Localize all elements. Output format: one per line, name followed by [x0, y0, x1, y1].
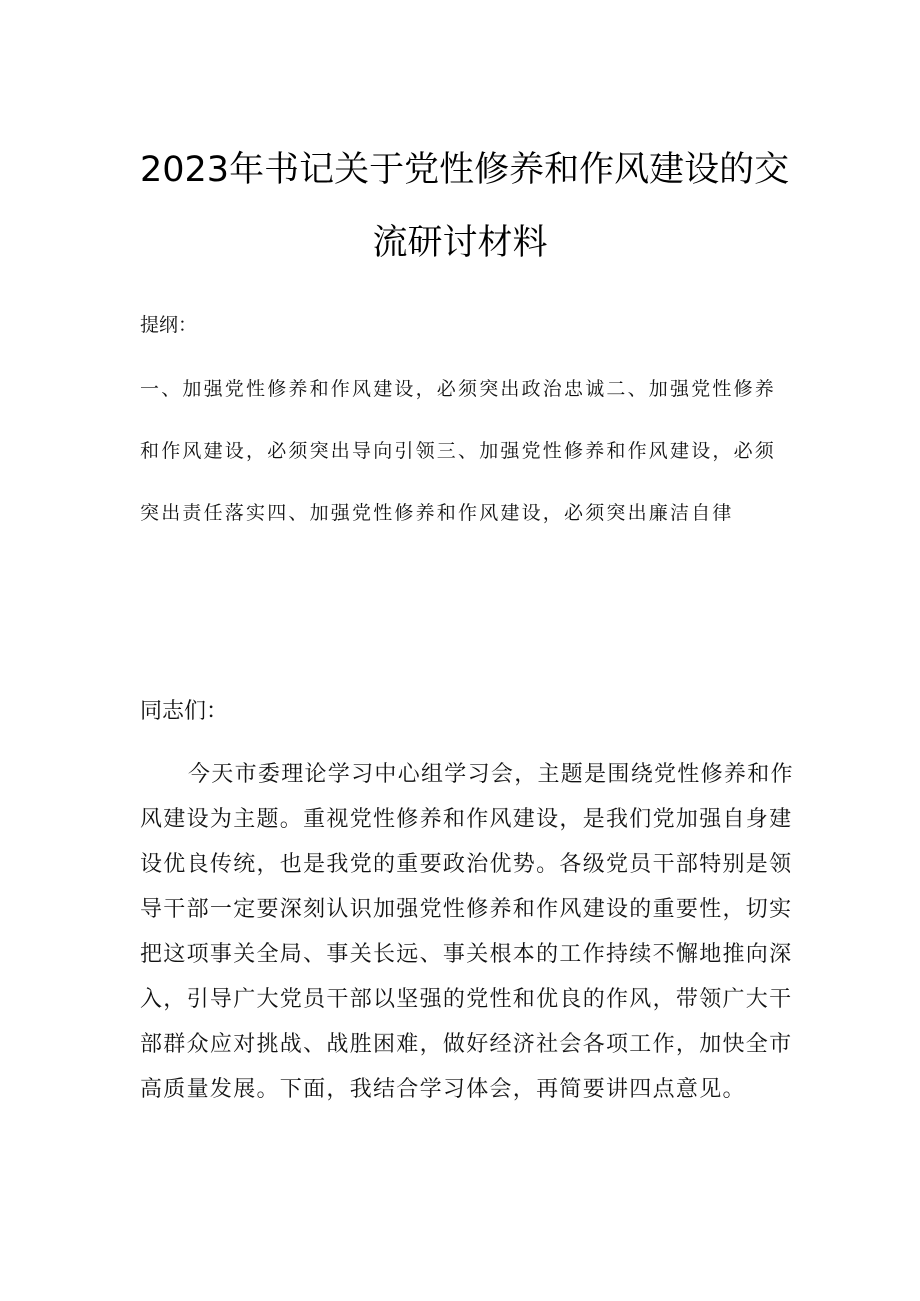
- paragraph-line: 把这项事关全局、事关长远、事关根本的工作持续不懈地推向深: [140, 942, 793, 967]
- paragraph-line: 设优良传统，也是我党的重要政治优势。各级党员干部特别是领: [140, 852, 793, 877]
- paragraph-line: 部群众应对挑战、战胜困难，做好经济社会各项工作，加快全市: [140, 1032, 793, 1057]
- outline-line: 一、加强党性修养和作风建设，必须突出政治忠诚二、加强党性修养: [140, 378, 777, 400]
- paragraph-line: 高质量发展。下面，我结合学习体会，再简要讲四点意见。: [140, 1077, 746, 1102]
- greeting: 同志们：: [140, 699, 229, 724]
- paragraph-line: 入，引导广大党员干部以坚强的党性和优良的作风，带领广大干: [140, 987, 793, 1012]
- outline-line: 突出责任落实四、加强党性修养和作风建设，必须突出廉洁自律: [140, 502, 734, 524]
- paragraph-line: 风建设为主题。重视党性修养和作风建设，是我们党加强自身建: [140, 807, 793, 832]
- outline-label: 提纲：: [140, 314, 198, 336]
- paragraph-line: 今天市委理论学习中心组学习会，主题是围绕党性修养和作: [188, 762, 794, 787]
- outline-line: 和作风建设，必须突出导向引领三、加强党性修养和作风建设，必须: [140, 440, 777, 462]
- paragraph-line: 导干部一定要深刻认识加强党性修养和作风建设的重要性，切实: [140, 897, 793, 922]
- document-title-line-2: 流研讨材料: [372, 223, 548, 263]
- document-title-line-1: 2023年书记关于党性修养和作风建设的交: [140, 150, 790, 190]
